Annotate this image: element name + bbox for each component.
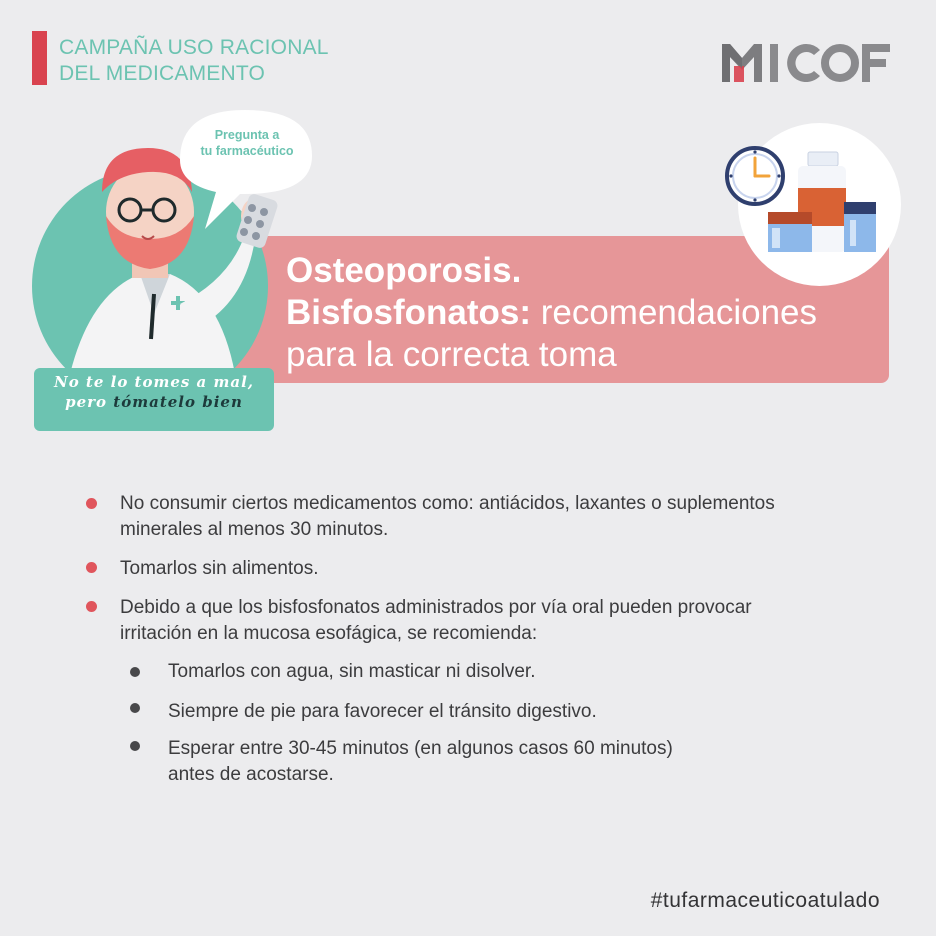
slogan-line1: No te lo tomes a mal, [53,373,255,391]
campaign-title-line2: DEL MEDICAMENTO [59,62,266,85]
sub-list-item-line: Siempre de pie para favorecer el tránsito digestivo. [168,701,597,722]
bullet-dark [130,741,140,751]
micof-logo [720,40,892,84]
sub-list-item [168,659,536,685]
speech-bubble-line2: tu farmacéutico [200,144,294,158]
list-item-line: Debido a que los bisfosfonatos administrados por vía oral pueden provocar [120,597,752,618]
bullet-dark [130,667,140,677]
campaign-title-line1: CAMPAÑA USO RACIONAL [59,36,329,59]
sub-list-item [168,736,673,788]
hashtag: #tufarmaceuticoatulado [650,889,880,912]
clock-icon [727,148,783,204]
slogan-line2-prefix: pero [65,393,114,411]
slogan-line2-emphasis: tómatelo bien [113,393,243,411]
slogan [34,372,274,412]
list-item-line: irritación en la mucosa esofágica, se recomienda: [120,623,538,644]
list-item [120,556,319,582]
sub-list-item-line: antes de acostarse. [168,764,334,785]
bullet-red [86,562,97,573]
campaign-title [59,35,389,87]
title-line2-bold: Bisfosfonatos: [286,293,531,332]
list-item [120,491,775,543]
list-item-line: Tomarlos sin alimentos. [120,558,319,579]
title-line2-light: recomendaciones [531,293,817,332]
speech-bubble-line1: Pregunta a [214,128,280,142]
sub-list-item-line: Tomarlos con agua, sin masticar ni disolver. [168,661,536,682]
sub-list-item [168,699,597,725]
speech-bubble-text [183,127,311,159]
bullet-dark [130,703,140,713]
title-line3: para la correcta toma [286,335,617,374]
medication-illustration [722,140,882,260]
title-line1: Osteoporosis. [286,251,522,290]
sub-list-item-line: Esperar entre 30-45 minutos (en algunos casos 60 minutos) [168,738,673,759]
list-item-line: minerales al menos 30 minutos. [120,519,389,540]
bullet-red [86,601,97,612]
list-item [120,595,752,647]
bullet-red [86,498,97,509]
campaign-accent-bar [32,31,47,85]
pill-blister-icon [235,193,279,250]
list-item-line: No consumir ciertos medicamentos como: antiácidos, laxantes o suplementos [120,493,775,514]
